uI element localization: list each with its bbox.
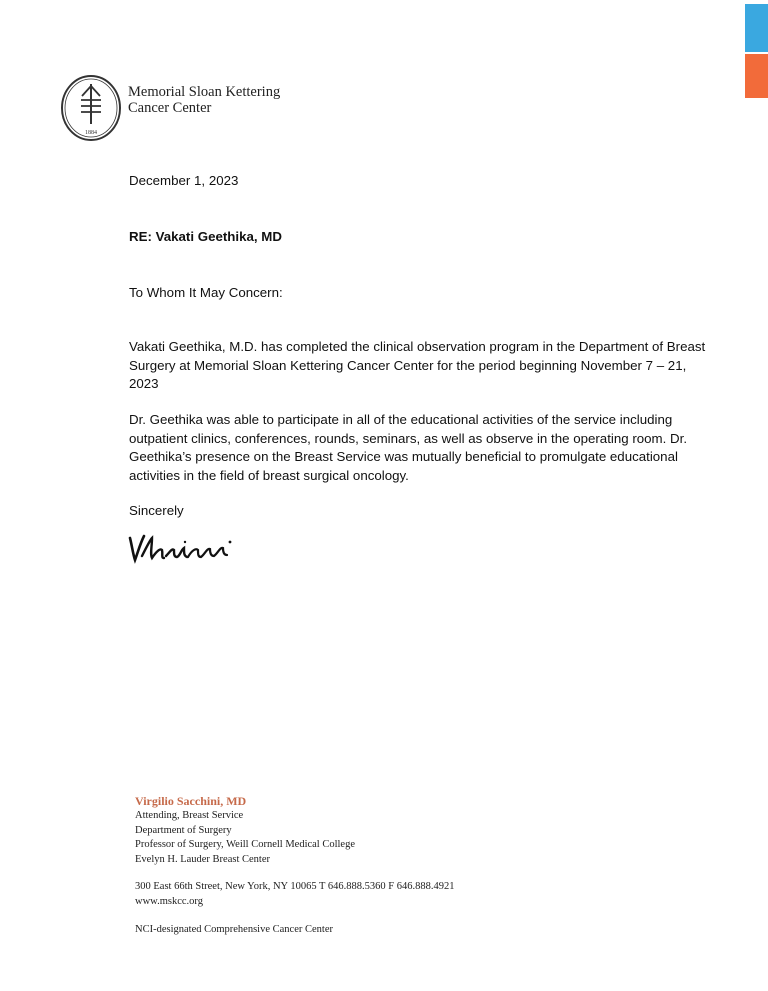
org-name-line1: Memorial Sloan Kettering <box>128 84 281 100</box>
signer-title-1: Attending, Breast Service <box>135 810 244 821</box>
letter-date: December 1, 2023 <box>129 173 239 188</box>
body-paragraph-1: Vakati Geethika, M.D. has completed the clinical observation program in the Department of Breast Surgery at Memorial Sloan Kettering Cancer Center for the period beginning November 7 – 21, 2023 <box>129 339 706 391</box>
side-tab-orange <box>745 54 768 98</box>
org-name-line2: Cancer Center <box>128 100 212 116</box>
address-line: 300 East 66th Street, New York, NY 10065 T 646.888.5360 F 646.888.4921 <box>135 881 455 892</box>
org-name <box>128 84 280 116</box>
signer-title-3: Professor of Surgery, Weill Cornell Medical College <box>135 839 356 850</box>
side-tab-blue <box>745 4 768 52</box>
signer-titles <box>135 809 355 867</box>
nci-designation: NCI-designated Comprehensive Cancer Center <box>135 924 333 935</box>
signer-name: Virgilio Sacchini, MD <box>135 794 247 808</box>
website-link[interactable]: www.mskcc.org <box>135 896 203 907</box>
closing: Sincerely <box>129 503 184 518</box>
signer-title-4: Evelyn H. Lauder Breast Center <box>135 853 270 865</box>
re-line: RE: Vakati Geethika, MD <box>129 229 282 244</box>
msk-seal-logo <box>60 74 122 142</box>
signer-title-2: Department of Surgery <box>135 824 232 836</box>
body-paragraph-2: Dr. Geethika was able to participate in all of the educational activities of the service including outpatient clinics, conferences, rounds, seminars, as well as observe in the operating room. Dr. Geethika’s presence on the Breast Service was mutually beneficial to promulgate educational activities in the field of breast surgical oncology. <box>129 412 688 483</box>
salutation: To Whom It May Concern: <box>129 285 283 300</box>
handwritten-signature <box>126 526 236 566</box>
seal-year: 1884 <box>85 130 97 136</box>
